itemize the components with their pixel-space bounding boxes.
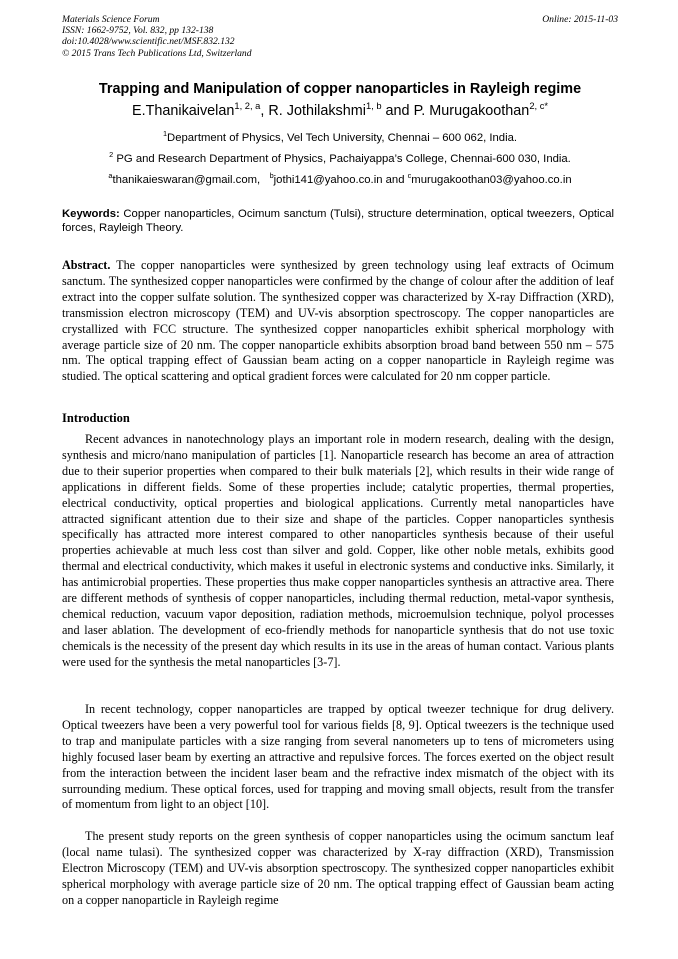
affiliation-text: PG and Research Department of Physics, Pachaiyappa’s College, Chennai-600 030, India.: [113, 153, 571, 165]
email-marker: a: [108, 171, 113, 181]
affiliation-1: [62, 131, 618, 145]
author-name: P. Murugakoothan: [413, 103, 530, 119]
publication-header: [62, 14, 618, 59]
email-address: murugakoothan03@yahoo.co.in: [411, 174, 572, 186]
affiliation-2: [62, 152, 618, 166]
author-affiliation-marker: 1, 2, a: [234, 101, 261, 112]
section-heading-introduction: Introduction: [62, 411, 130, 425]
email-address: jothi141@yahoo.co.in and: [273, 174, 408, 186]
keywords-label: Keywords:: [62, 208, 120, 220]
issn-line: ISSN: 1662-9752, Vol. 832, pp 132-138: [62, 25, 214, 37]
author-separator: and: [381, 103, 414, 119]
abstract-block: [62, 258, 614, 385]
keywords-block: [62, 207, 614, 236]
author-affiliation-marker: 1, b: [365, 101, 382, 112]
abstract-text: The copper nanoparticles were synthesized by green technology using leaf extracts of Ocimum sanctum. The synthesized copper nanoparticles were confirmed by the change of colour after the addition of leaf extract into the copper sulfate solution. The synthesized copper was characterized by X-ray Diffraction (XRD), transmission electron microscopy (TEM) and UV-vis absorption spectroscopy. The copper nanoparticles are crystallized with FCC structure. The synthesized copper nanoparticles exhibit spherical morphology with average particle size of 20 nm. The copper nanoparticle exhibits absorption broad band between 550 nm – 575 nm. The optical trapping effect of Gaussian beam acting on a copper nanoparticle in Rayleigh regime was studied. The optical scattering and optical gradient forces were calculated for 20 nm copper particle.: [62, 258, 614, 384]
author-separator: ,: [260, 103, 269, 119]
doi-line: doi:10.4028/www.scientific.net/MSF.832.132: [62, 36, 235, 48]
author-name: R. Jothilakshmi: [268, 103, 366, 119]
copyright-line: © 2015 Trans Tech Publications Ltd, Switzerland: [62, 47, 252, 59]
email-address: thanikaieswaran@gmail.com,: [112, 174, 261, 186]
intro-paragraph-2: In recent technology, copper nanoparticles are trapped by optical tweezer technique for drug delivery. Optical tweezers have been a very powerful tool for various fields [8, 9]. Optical tweezers is the technique used to trap and manipulate particles with a size ranging from several nanometers up to tens of micrometers using highly focused laser beam by exerting an attractive and repulsive forces. The forces exerted on the object result from the interaction between the incident laser beam and the refractive index mismatch of the object with its surrounding medium. These optical forces, used for trapping and moving small objects, result from the transfer of momentum from light to an object [10].: [62, 702, 614, 812]
abstract-label: Abstract.: [62, 258, 111, 272]
author-name: E.Thanikaivelan: [131, 103, 235, 119]
author-list: [62, 101, 618, 121]
paper-title: Trapping and Manipulation of copper nanoparticles in Rayleigh regime: [98, 81, 582, 97]
affiliation-text: Department of Physics, Vel Tech University, Chennai – 600 062, India.: [167, 132, 518, 144]
email-marker: b: [269, 171, 274, 181]
affiliation-marker: 2: [109, 150, 114, 160]
online-date: Online: 2015-11-03: [542, 14, 618, 25]
journal-name: Materials Science Forum: [62, 14, 160, 25]
email-marker: c: [407, 171, 412, 181]
affiliation-marker: 1: [162, 129, 168, 139]
intro-paragraph-1: Recent advances in nanotechnology plays an important role in modern research, dealing with the design, synthesis and micro/nano manipulation of particles [1]. Nanoparticle research has become an area of attraction due to their superior properties when compared to their bulk materials [2], which results in their wide range of applications in different fields. Some of these properties include; catalytic properties, thermal properties, electrical conductivity, optical properties and biological applications. Currently metal nanoparticles have attracted significant attention due to their size and shape of the particles. Copper nanoparticles synthesis specifically has attracted more interest compared to other nanoparticles synthesis because of their useful properties achievable at much less cost than silver and gold. Copper, like other noble metals, exhibits good thermal and electrical conductivity, which makes it useful in electronic systems and conductive inks. Similarly, it has antimicrobial properties. These properties thus make copper nanoparticles synthesis an attractive area. There are different methods of synthesis of copper nanoparticles, including thermal reduction, metal-vapor synthesis, chemical reduction, vacuum vapor deposition, radiation methods, microemulsion technique, polyol processes and laser ablation. The development of eco-friendly methods for nanoparticle synthesis that do not use toxic chemicals is the necessity of the present day which results in its use in the areas of human contact. Various plants were used for the synthesis the metal nanoparticles [3-7].: [62, 432, 614, 669]
keywords-text: Copper nanoparticles, Ocimum sanctum (Tulsi), structure determination, optical tweezers, Optical forces, Rayleigh Theory.: [62, 208, 614, 235]
intro-paragraph-3: The present study reports on the green synthesis of copper nanoparticles using the ocimum sanctum leaf (local name tulasi). The synthesized copper was characterized by X-ray diffraction (XRD), Transmission Electron Microscopy (TEM) and UV-vis absorption spectroscopy. The synthesized copper nanoparticles exhibit spherical morphology with average particle size of 20 nm. The optical trapping effect of Gaussian beam acting on a copper nanoparticle in Rayleigh regime: [62, 829, 614, 907]
author-affiliation-marker: 2, c*: [529, 101, 549, 112]
email-line: [62, 173, 618, 187]
